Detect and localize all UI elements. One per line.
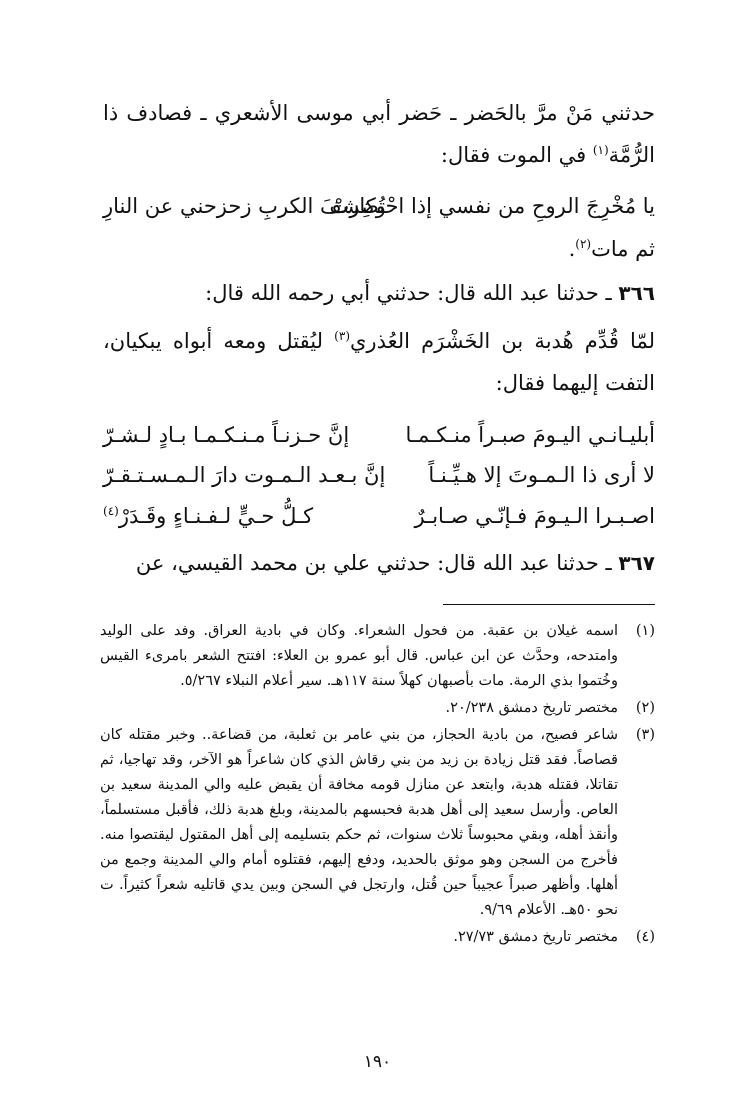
footnote bbox=[100, 696, 655, 721]
poem-2-first-hemistich: اصـبـرا الـيـومَ فـإنّـي صـابـرٌ bbox=[414, 504, 655, 528]
footnote-text: مختصر تاريخ دمشق ٢٧/٧٣. bbox=[453, 929, 618, 945]
entry-number: ٣٦٦ bbox=[618, 281, 655, 305]
footnote bbox=[100, 925, 655, 950]
paragraph-2-line-2: التفت إليهما فقال: bbox=[495, 371, 655, 395]
footnote-separator bbox=[443, 604, 655, 605]
footnote-label: (٣) bbox=[635, 727, 655, 743]
paragraph-2 bbox=[103, 320, 655, 404]
poem-2-first-hemistich: أبليـانـي اليـومَ صبـراً منـكـمـا bbox=[405, 423, 655, 447]
poem-2-first-hemistich: لا أرى ذا الـمـوتَ إلا هـيِّـنـاً bbox=[428, 463, 655, 487]
poem-1-closing-text: ثم مات bbox=[591, 237, 655, 261]
footnote-ref-3: (٣) bbox=[334, 329, 350, 343]
paragraph-1-line-1: حدثني مَنْ مرَّ بالحَضر ـ حَضر أبي موسى الأشعري ـ فصادف ذا bbox=[103, 101, 655, 125]
poem-2-second-hemistich-with-ref bbox=[103, 496, 313, 536]
poem-1-closing bbox=[103, 228, 655, 270]
entry-text: ـ حدثنا عبد الله قال: حدثني علي بن محمد القيسي، عن bbox=[135, 551, 619, 575]
poem-2-second-hemistich: إنَّ حـزنـاً مـنـكـمـا بـادٍ لـشـرّ bbox=[103, 423, 350, 447]
footnote-ref-1: (١) bbox=[592, 143, 609, 157]
poem-2-second-hemistich: كـلُّ حـيٍّ لـفـنـاءٍ وقَـدَرْ bbox=[118, 504, 314, 528]
poet-name: الرُّمَّة bbox=[608, 143, 655, 167]
footnote-ref-2: (٢) bbox=[575, 237, 592, 251]
poem-1-first-hemistich: يا مُخْرِجَ الروحِ من نفسي إذا احْتُضِرتْ bbox=[329, 194, 655, 218]
poem-2-verse bbox=[103, 455, 655, 495]
page-number: ١٩٠ bbox=[363, 1052, 392, 1072]
poem-2-verse bbox=[103, 415, 655, 455]
footnotes bbox=[100, 619, 655, 952]
paragraph-1-line-2-end: في الموت فقال: bbox=[440, 143, 593, 167]
poem-1-verse bbox=[103, 186, 655, 226]
poem-1-second-hemistich: وكاشفَ الكربِ زحزحني عن النارِ bbox=[103, 194, 386, 218]
poem-2-verse bbox=[103, 496, 655, 536]
footnote-ref-4: (٤) bbox=[103, 504, 119, 518]
paragraph-1 bbox=[103, 92, 655, 176]
paragraph-2-line-1 bbox=[103, 320, 655, 362]
entry-number: ٣٦٧ bbox=[618, 551, 655, 575]
footnote bbox=[100, 723, 655, 923]
footnote-text: اسمه غيلان بن عقبة. من فحول الشعراء. وكان في بادية العراق. وفد على الوليد وامتدحه، وحدَّث عن ابن عباس. قال أبو عمرو بن العلاء: افتتح الشعر بامرىء القيس وخُتموا بذي الرمة. مات بأصبهان كهلاً سنة ١١٧هـ. سير أعلام النبلاء ٥/٢٦٧. bbox=[100, 623, 618, 689]
entry-text: ـ حدثنا عبد الله قال: حدثني أبي رحمه الله قال: bbox=[205, 281, 619, 305]
footnote bbox=[100, 619, 655, 694]
paragraph-2-line-1-start: لمّا قُدِّم هُدبة بن الخَشْرَم العُذري bbox=[350, 329, 655, 353]
poem-2-second-hemistich: إنَّ بـعـد الـمـوت دارَ الـمـسـتـقـرّ bbox=[103, 463, 386, 487]
footnote-label: (٢) bbox=[635, 700, 655, 716]
poem-1-closing-dot: . bbox=[568, 237, 576, 261]
paragraph-2-line-1-end: ليُقتل ومعه أبواه يبكيان، bbox=[103, 329, 335, 353]
footnote-text: شاعر فصيح، من بادية الحجاز، من بني عامر بن ثعلبة، من قضاعة.. وخبر مقتله كان قصاصاً. فقد قتل زيادة بن زيد من بني رقاش الذي كان شاعراً هو الآخر، وقد تهاجيا، ثم تقاتلا، فقتله هدبة، وابتعد عن منازل قومه مخافة أن يقبض عليه والي المدينة سعيد بن العاص. وأرسل سعيد إلى أهل هدبة فحبسهم بالمدينة، وبلغ هدبة ذلك، فأقبل مستسلماً، وأنقذ أهله، وبقي محبوساً ثلاث سنوات، ثم حكم بتسليمه إلى أهل المقتول ليقتصوا منه. فأخرج من السجن وهو موثق بالحديد، ودفع إليهم، فقتلوه أمام والي المدينة وجمع من أهلها. وأظهر صبراً عجيباً حين قُتل، وارتجل في السجن وبين يدي قاتليه شعراً كثيراً. ت نحو ٥٠هـ. الأعلام ٩/٦٩. bbox=[100, 727, 618, 918]
footnote-label: (٤) bbox=[635, 929, 655, 945]
paragraph-1-line-2 bbox=[103, 134, 655, 176]
footnote-text: مختصر تاريخ دمشق ٢٠/٢٣٨. bbox=[445, 700, 618, 716]
entry-267 bbox=[103, 542, 655, 584]
entry-266 bbox=[103, 272, 655, 314]
footnote-label: (١) bbox=[635, 623, 655, 639]
